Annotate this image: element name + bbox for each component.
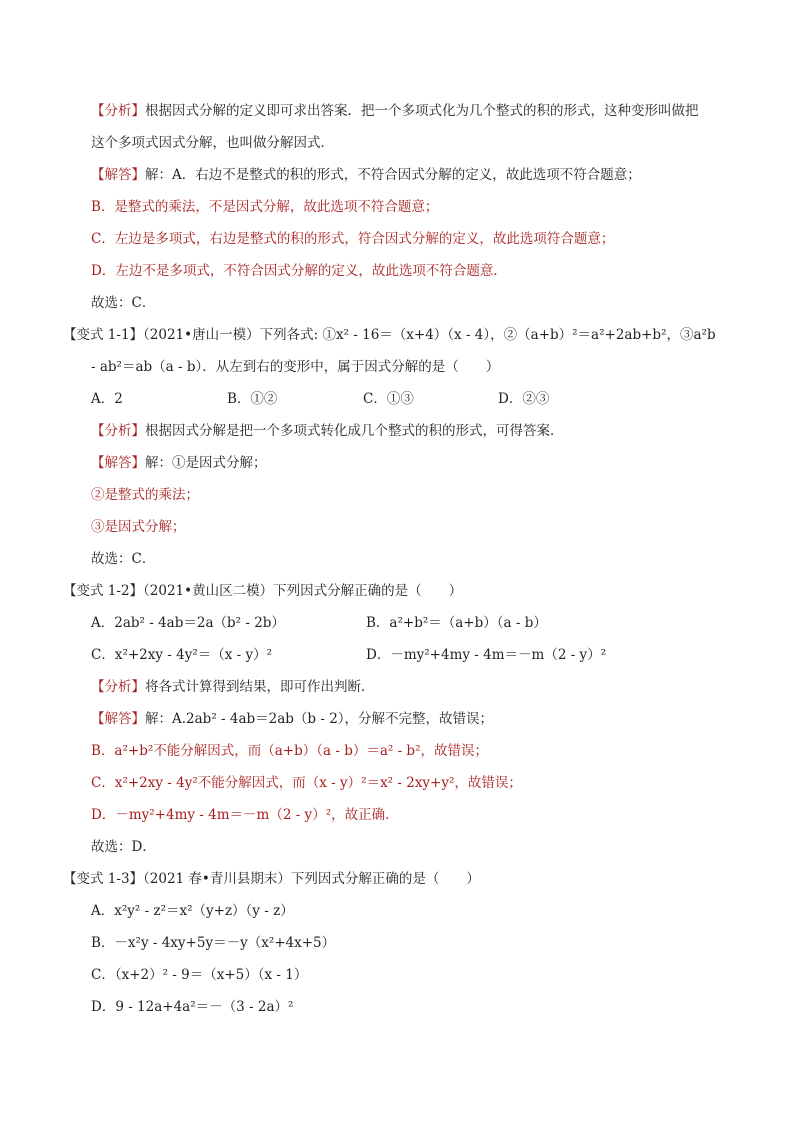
option-a: A．x²y² - z²＝x²（y+z）（y - z） bbox=[91, 903, 294, 919]
question-tag: 【变式 1-2】 bbox=[63, 583, 144, 599]
option-c: C．（x+2）² - 9＝（x+5）（x - 1） bbox=[91, 967, 308, 983]
analysis-line: 这个多项式因式分解，也叫做分解因式． bbox=[91, 135, 334, 151]
option-d: D．②③ bbox=[498, 391, 550, 407]
question-title bbox=[63, 869, 480, 889]
choice-line: 故选：D． bbox=[91, 839, 156, 855]
answer-line: B．是整式的乘法，不是因式分解，故此选项不符合题意； bbox=[91, 199, 439, 215]
analysis-tag: 【分析】 bbox=[91, 103, 145, 119]
answer-line: C．左边是多项式，右边是整式的积的形式，符合因式分解的定义，故此选项符合题意； bbox=[91, 231, 615, 247]
analysis-text: 将各式计算得到结果，即可作出判断． bbox=[145, 679, 375, 695]
answer-line bbox=[91, 165, 641, 185]
option-d: D．－my²+4my - 4m＝－m（2 - y）² bbox=[366, 647, 607, 663]
answer-text: 解：A．右边不是整式的积的形式，不符合因式分解的定义，故此选项不符合题意； bbox=[145, 167, 641, 183]
option-c: C．x²+2xy - 4y²＝（x - y）² bbox=[91, 647, 273, 663]
choice-line: 故选：C． bbox=[91, 551, 156, 567]
analysis-tag: 【分析】 bbox=[91, 679, 145, 695]
answer-line: C．x²+2xy - 4y²不能分解因式，而（x - y）²＝x² - 2xy+y²，故错误； bbox=[91, 775, 522, 791]
answer-line: B．a²+b²不能分解因式，而（a+b）（a - b）＝a² - b²，故错误； bbox=[91, 743, 488, 759]
analysis-line bbox=[91, 101, 699, 121]
option-d: D．9 - 12a+4a²＝－（3 - 2a）² bbox=[91, 999, 294, 1015]
choice-line: 故选：C． bbox=[91, 295, 156, 311]
option-a: A．2ab² - 4ab＝2a（b² - 2b） bbox=[91, 615, 285, 631]
option-c: C．①③ bbox=[363, 391, 414, 407]
option-b: B．－x²y - 4xy+5y＝－y（x²+4x+5） bbox=[91, 935, 336, 951]
option-b: B．a²+b²＝（a+b）（a - b） bbox=[366, 615, 547, 631]
option-a: A．2 bbox=[91, 391, 123, 407]
answer-line bbox=[91, 709, 493, 729]
question-text: （2021 春•青川县期末）下列因式分解正确的是（ ） bbox=[143, 871, 480, 887]
answer-tag: 【解答】 bbox=[91, 455, 145, 471]
analysis-text: 根据因式分解是把一个多项式转化成几个整式的积的形式，可得答案． bbox=[145, 423, 564, 439]
answer-tag: 【解答】 bbox=[91, 167, 145, 183]
question-title bbox=[63, 325, 716, 345]
analysis-tag: 【分析】 bbox=[91, 423, 145, 439]
question-text: （2021•黄山区二模）下列因式分解正确的是（ ） bbox=[143, 583, 463, 599]
analysis-text: 根据因式分解的定义即可求出答案．把一个多项式化为几个整式的积的形式，这种变形叫做把 bbox=[145, 103, 699, 119]
answer-text: 解：①是因式分解； bbox=[145, 455, 267, 471]
question-text-line: - ab²＝ab（a - b）．从左到右的变形中，属于因式分解的是（ ） bbox=[91, 359, 500, 375]
answer-text: 解：A.2ab² - 4ab＝2ab（b - 2），分解不完整，故错误； bbox=[145, 711, 494, 727]
analysis-line bbox=[91, 677, 375, 697]
analysis-line bbox=[91, 421, 564, 441]
answer-line: ②是整式的乘法； bbox=[91, 487, 199, 503]
question-text: （2021•唐山一模）下列各式: ①x² - 16＝（x+4）（x - 4），②（a+b）²＝a²+2ab+b²，③a²b bbox=[143, 327, 716, 343]
answer-line: ③是因式分解； bbox=[91, 519, 186, 535]
answer-tag: 【解答】 bbox=[91, 711, 145, 727]
answer-line bbox=[91, 453, 267, 473]
question-tag: 【变式 1-1】 bbox=[63, 327, 144, 343]
answer-line: D．－my²+4my - 4m＝－m（2 - y）²，故正确． bbox=[91, 807, 399, 823]
answer-line: D．左边不是多项式，不符合因式分解的定义，故此选项不符合题意． bbox=[91, 263, 507, 279]
option-b: B．①② bbox=[227, 391, 278, 407]
question-tag: 【变式 1-3】 bbox=[63, 871, 144, 887]
question-title bbox=[63, 581, 462, 601]
